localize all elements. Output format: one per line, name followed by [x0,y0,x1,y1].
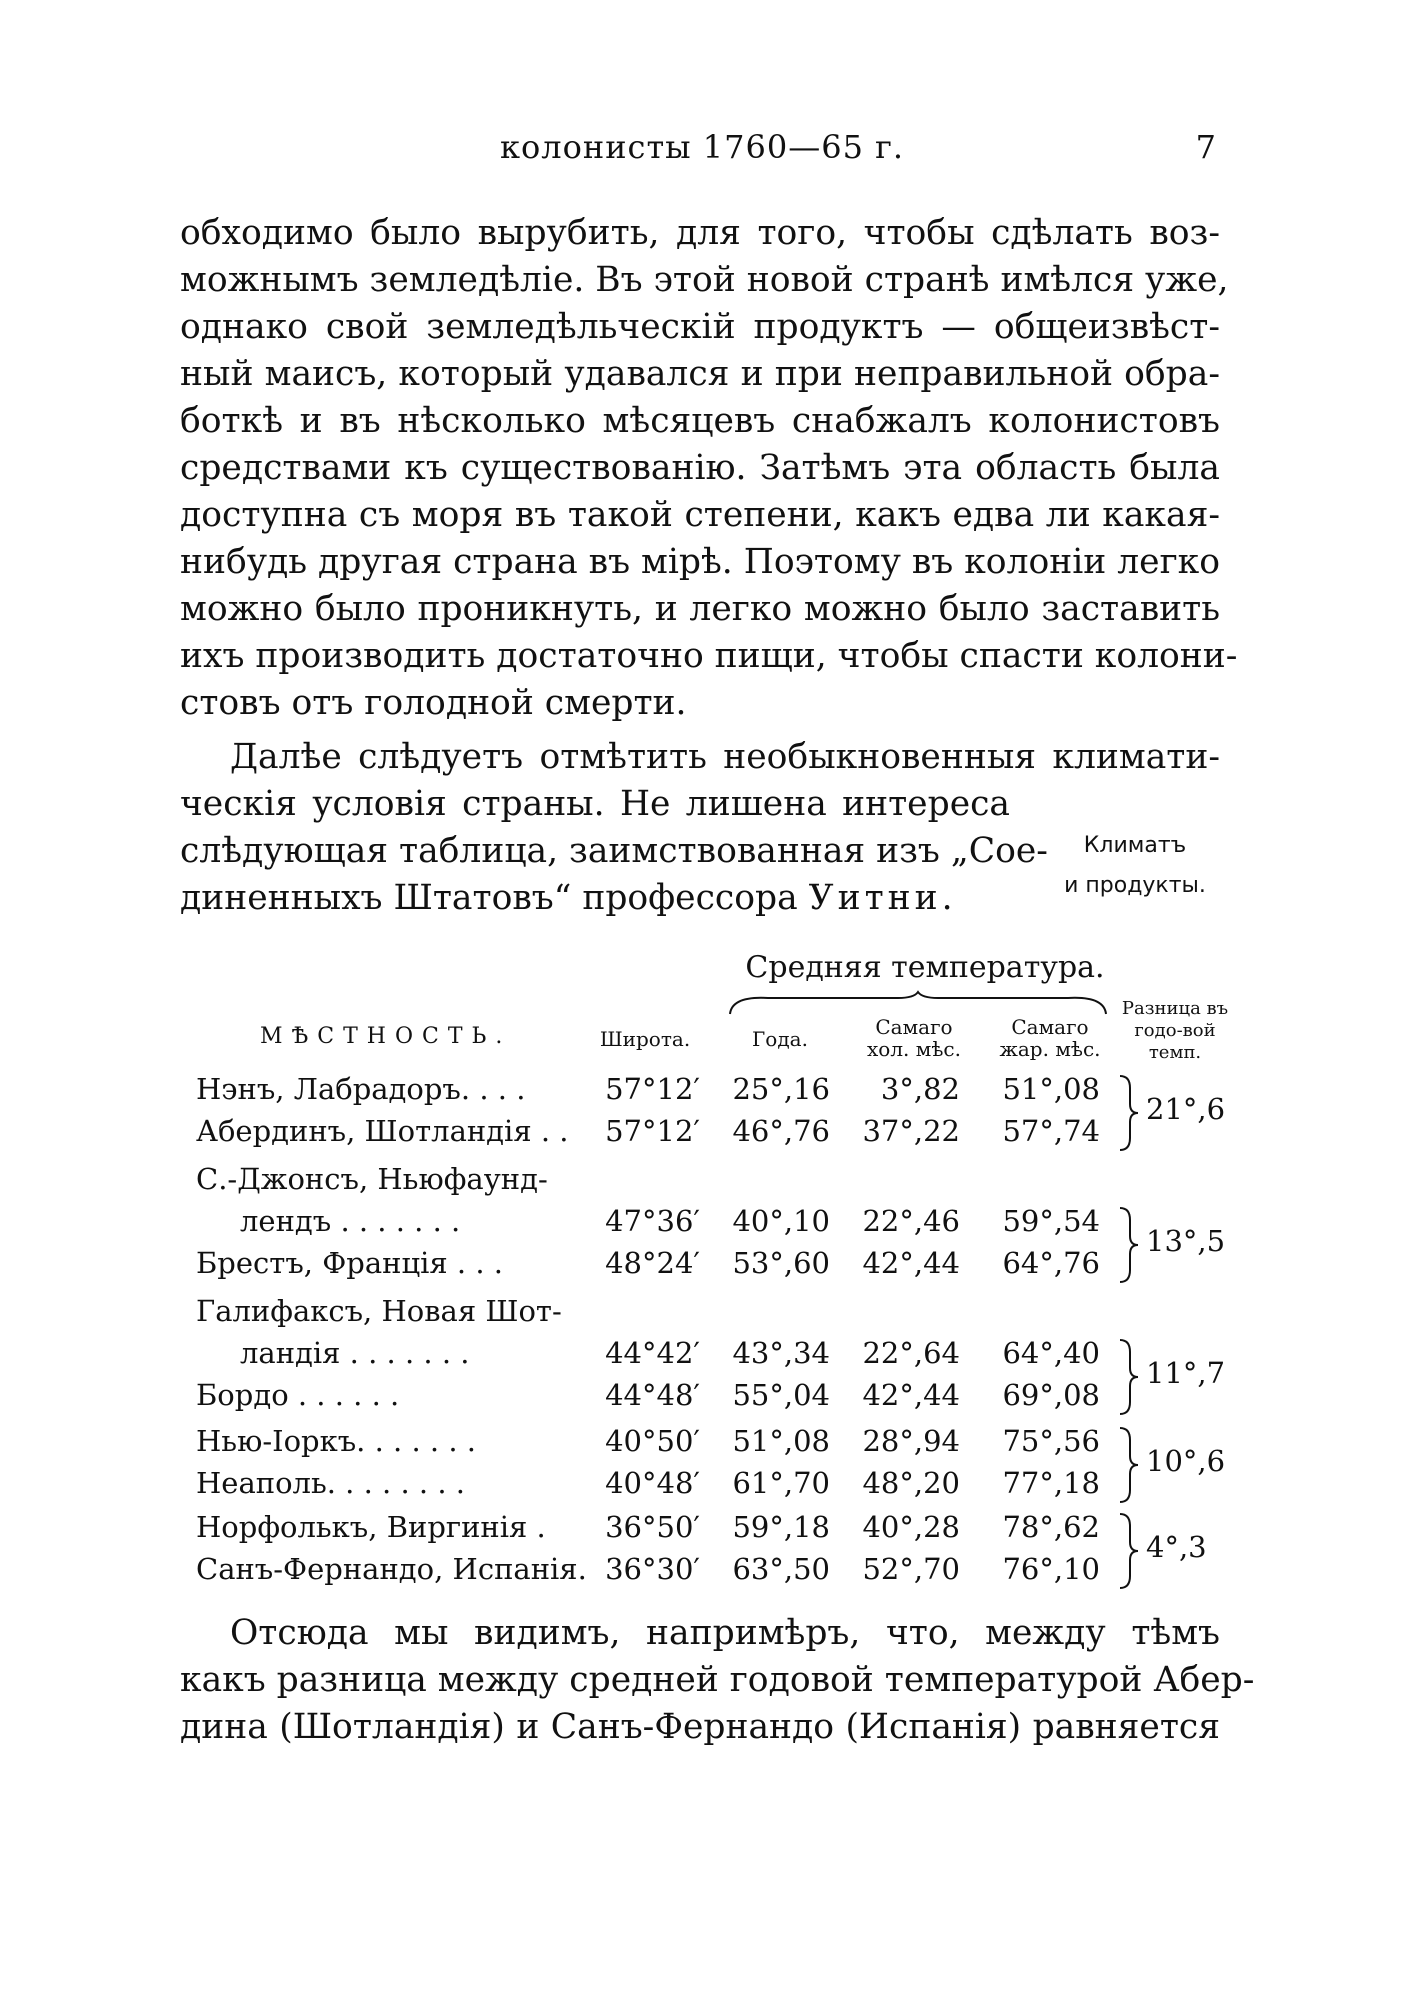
cell-coldest: 28°,94 [862,1424,960,1458]
cell-latitude: 36°30′ [605,1552,700,1586]
cell-latitude: 57°12′ [605,1072,700,1106]
text-line: средствами къ существованію. Затѣмъ эта область была [180,448,1220,488]
cell-place: Брестъ, Франція . . . [196,1246,503,1280]
text-fragment: диненныхъ Штатовъ“ профессора [180,878,809,918]
cell-coldest: 42°,44 [862,1378,960,1412]
temperature-table [180,950,1240,1586]
difference-value: 11°,7 [1146,1356,1226,1390]
cell-year: 43°,34 [732,1336,830,1370]
group-header: Средняя температура. [745,950,1105,985]
cell-coldest: 22°,64 [862,1336,960,1370]
pair-brace-icon [1118,1206,1140,1284]
cell-place: Нью-Іоркъ. . . . . . . [196,1424,477,1458]
cell-year: 59°,18 [732,1510,830,1544]
difference-value: 13°,5 [1146,1224,1226,1258]
text-line: нибудь другая страна въ мірѣ. Поэтому въ колоніи легко [180,542,1220,582]
cell-latitude: 47°36′ [605,1204,700,1238]
cell-latitude: 57°12′ [605,1114,700,1148]
cell-coldest: 37°,22 [862,1114,960,1148]
margin-note-line: и продукты. [1064,873,1206,898]
table-row [180,1332,1240,1374]
cell-place: Норфолькъ, Виргинія . [196,1510,546,1544]
header-year: Года. [752,1027,808,1051]
cell-coldest: 22°,46 [862,1204,960,1238]
cell-latitude: 40°48′ [605,1466,700,1500]
cell-hottest: 59°,54 [1002,1204,1100,1238]
table-row [180,1290,1240,1332]
text-line: обходимо было вырубить, для того, чтобы сдѣлать воз- [180,213,1220,253]
cell-hottest: 57°,74 [1002,1114,1100,1148]
cell-coldest: 3°,82 [880,1072,960,1106]
cell-year: 46°,76 [732,1114,830,1148]
margin-note [1040,826,1230,906]
table-row [180,1462,1240,1504]
cell-hottest: 75°,56 [1002,1424,1100,1458]
cell-year: 55°,04 [732,1378,830,1412]
cell-hottest: 64°,40 [1002,1336,1100,1370]
pair-brace-icon [1118,1338,1140,1416]
text-line: можно было проникнуть, и легко можно было заставить [180,589,1220,629]
author-name: Уитни [808,878,942,918]
cell-year: 53°,60 [732,1246,830,1280]
header-latitude: Широта. [599,1027,691,1051]
table-row [180,1548,1240,1590]
text-line: стовъ отъ голодной смерти. [180,683,687,723]
text-line: можнымъ земледѣліе. Въ этой новой странѣ имѣлся уже, [180,260,1229,300]
running-head-title: колонисты 1760—65 г. [500,128,905,166]
cell-coldest: 42°,44 [862,1246,960,1280]
text-line: Отсюда мы видимъ, напримѣръ, что, между тѣмъ [230,1613,1220,1653]
cell-place: Бордо . . . . . . [196,1378,400,1412]
text-line: дина (Шотландія) и Санъ-Фернандо (Испанія) равняется [180,1707,1220,1747]
group-brace-icon [728,990,1108,1016]
table-row [180,1110,1240,1152]
table-row [180,1158,1240,1200]
margin-note-line: Климатъ [1083,833,1187,858]
text-line: доступна съ моря въ такой степени, какъ едва ли какая- [180,495,1220,535]
cell-year: 40°,10 [732,1204,830,1238]
cell-hottest: 76°,10 [1002,1552,1100,1586]
difference-value: 21°,6 [1146,1092,1226,1126]
header-hottest: Самаго жар. мѣс. [999,1015,1101,1061]
cell-year: 63°,50 [732,1552,830,1586]
text-line: ный маисъ, который удавался и при неправильной обра- [180,354,1220,394]
cell-hottest: 64°,76 [1002,1246,1100,1280]
cell-year: 25°,16 [732,1072,830,1106]
cell-latitude: 36°50′ [605,1510,700,1544]
cell-place: С.-Джонсъ, Ньюфаунд- [196,1162,548,1196]
cell-place: Неаполь. . . . . . . . [196,1466,466,1500]
table-row [180,1068,1240,1110]
cell-place: ландія . . . . . . . [240,1336,470,1370]
cell-latitude: 40°50′ [605,1424,700,1458]
cell-hottest: 69°,08 [1002,1378,1100,1412]
text-line: ческія условія страны. Не лишена интереса [180,784,1010,824]
header-difference: Разница въ годо-вой темп. [1121,998,1229,1063]
table-row [180,1374,1240,1416]
difference-value: 4°,3 [1146,1530,1207,1564]
header-place: МѢСТНОСТЬ. [260,1024,512,1049]
text-line [180,875,1010,922]
pair-brace-icon [1118,1426,1140,1504]
cell-place: лендъ . . . . . . . [240,1204,461,1238]
table-row [180,1420,1240,1462]
paragraph-1 [180,210,1238,727]
cell-hottest: 77°,18 [1002,1466,1100,1500]
text-line: боткѣ и въ нѣсколько мѣсяцевъ снабжалъ колонистовъ [180,401,1220,441]
paragraph-3 [180,1610,1255,1751]
page-number: 7 [1195,128,1216,166]
text-fragment: . [941,878,953,918]
cell-place: Санъ-Фернандо, Испанія. [196,1552,587,1586]
cell-latitude: 44°42′ [605,1336,700,1370]
text-line: однако свой земледѣльческій продуктъ — общеизвѣст- [180,307,1220,347]
cell-coldest: 48°,20 [862,1466,960,1500]
cell-hottest: 51°,08 [1002,1072,1100,1106]
table-row [180,1200,1240,1242]
cell-hottest: 78°,62 [1002,1510,1100,1544]
cell-place: Галифаксъ, Новая Шот- [196,1294,562,1328]
text-line: слѣдующая таблица, заимствованная изъ „Сое- [180,831,1048,871]
cell-coldest: 40°,28 [862,1510,960,1544]
cell-latitude: 48°24′ [605,1246,700,1280]
cell-year: 61°,70 [732,1466,830,1500]
header-coldest: Самаго хол. мѣс. [867,1015,961,1061]
cell-latitude: 44°48′ [605,1378,700,1412]
text-line: какъ разница между средней годовой температурой Абер- [180,1660,1255,1700]
text-line: ихъ производить достаточно пищи, чтобы спасти колони- [180,636,1238,676]
table-row [180,1506,1240,1548]
cell-coldest: 52°,70 [862,1552,960,1586]
cell-place: Абердинъ, Шотландія . . [196,1114,569,1148]
running-head [180,128,1220,176]
difference-value: 10°,6 [1146,1444,1226,1478]
text-line: Далѣе слѣдуетъ отмѣтить необыкновенныя климати- [230,737,1220,777]
pair-brace-icon [1118,1074,1140,1152]
cell-year: 51°,08 [732,1424,830,1458]
cell-place: Нэнъ, Лабрадоръ. . . . [196,1072,526,1106]
pair-brace-icon [1118,1512,1140,1590]
table-row [180,1242,1240,1284]
